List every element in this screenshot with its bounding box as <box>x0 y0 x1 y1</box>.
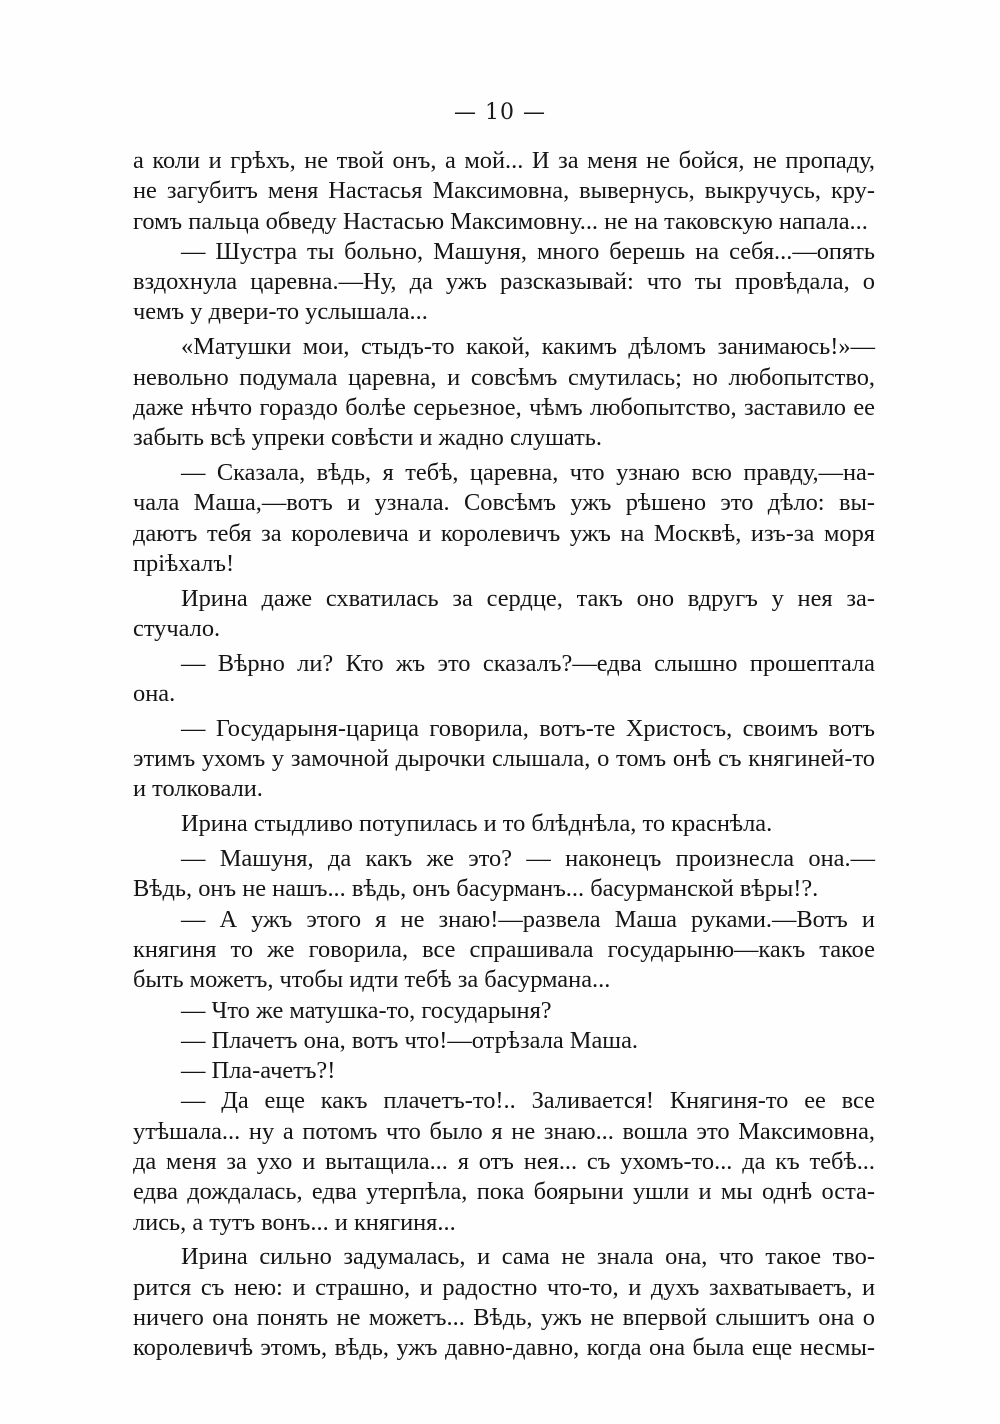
text-line: а коли и грѣхъ, не твой онъ, а мой... И за меня не бойся, не пропаду, <box>133 147 875 174</box>
text-line: Ирина даже схватилась за сердце, такъ оно вдругъ у нея за- <box>181 584 875 612</box>
text-line: и толковали. <box>133 775 263 803</box>
text-line: даже нѣчто гораздо болѣе серьезное, чѣмъ любопытство, заставило ее <box>133 393 875 421</box>
text-line: — Сказала, вѣдь, я тебѣ, царевна, что узнаю всю правду,—на- <box>181 458 875 486</box>
text-line: гомъ пальца обведу Настасью Максимовну... не на таковскую напала... <box>133 207 868 235</box>
text-line: едва дождалась, едва утерпѣла, пока боярыни ушли и мы однѣ оста- <box>133 1178 875 1206</box>
text-line: — А ужъ этого я не знаю!—развела Маша руками.—Вотъ и <box>181 905 875 933</box>
text-line: — Плачетъ она, вотъ что!—отрѣзала Маша. <box>181 1026 639 1054</box>
text-line: она. <box>133 680 176 708</box>
text-line: пріѣхалъ! <box>133 549 235 577</box>
text-line: — Шустра ты больно, Машуня, много берешь на себя...—опять <box>181 237 875 265</box>
text-line: чала Маша,—вотъ и узнала. Совсѣмъ ужъ рѣшено это дѣло: вы- <box>133 489 875 517</box>
text-line: этимъ ухомъ у замочной дырочки слышала, о томъ онѣ съ княгиней-то <box>133 745 875 773</box>
text-line: стучало. <box>133 614 221 642</box>
text-line: Ирина сильно задумалась, и сама не знала она, что такое тво- <box>181 1243 875 1271</box>
text-line: утѣшала... ну а потомъ что было я не знаю... вошла это Максимовна, <box>133 1117 875 1145</box>
text-line: рится съ нею: и страшно, и радостно что-то, и духъ захватываетъ, и <box>133 1273 875 1301</box>
text-line: даютъ тебя за королевича и королевичъ ужъ на Москвѣ, изъ-за моря <box>133 519 875 547</box>
text-line: — Да еще какъ плачетъ-то!.. Заливается! Княгиня-то ее все <box>181 1087 875 1115</box>
text-line: невольно подумала царевна, и совсѣмъ смутилась; но любопытство, <box>133 363 875 391</box>
text-line: княгиня то же говорила, все спрашивала государыню—какъ такое <box>133 935 875 963</box>
text-line: быть можетъ, чтобы идти тебѣ за басурмана... <box>133 966 611 994</box>
page-number: — 10 — <box>454 100 546 125</box>
text-line: да меня за ухо и вытащила... я отъ нея... съ ухомъ-то... да къ тебѣ... <box>133 1148 875 1175</box>
body-text <box>133 146 875 1364</box>
text-line: королевичѣ этомъ, вѣдь, ужъ давно-давно, когда она была еще несмы- <box>133 1334 875 1362</box>
text-line: чемъ у двери-то услышала... <box>133 298 428 326</box>
text-line: Ирина стыдливо потупилась и то блѣднѣла, то краснѣла. <box>181 810 773 838</box>
text-line: вздохнула царевна.—Ну, да ужъ разсказывай: что ты провѣдала, о <box>133 268 875 296</box>
text-line: — Вѣрно ли? Кто жъ это сказалъ?—едва слышно прошептала <box>181 649 875 677</box>
text-line: — Машуня, да какъ же это? — наконецъ произнесла она.— <box>181 845 875 873</box>
text-line: Вѣдь, онъ не нашъ... вѣдь, онъ басурманъ... басурманской вѣры!?. <box>133 875 819 903</box>
text-line: ничего она понять не можетъ... Вѣдь, ужъ не впервой слышитъ она о <box>133 1303 875 1331</box>
text-line: «Матушки мои, стыдъ-то какой, какимъ дѣломъ занимаюсь!»— <box>181 333 875 361</box>
text-line: не загубитъ меня Настасья Максимовна, вывернусь, выкручусь, кру- <box>133 177 875 205</box>
text-line: — Что же матушка-то, государыня? <box>181 996 552 1024</box>
text-line: — Государыня-царица говорила, вотъ-те Христосъ, своимъ вотъ <box>181 714 875 742</box>
text-line: забыть всѣ упреки совѣсти и жадно слушать. <box>133 424 602 452</box>
text-line: — Пла-ачетъ?! <box>181 1057 336 1085</box>
text-line: лись, а тутъ вонъ... и княгиня... <box>133 1208 456 1236</box>
